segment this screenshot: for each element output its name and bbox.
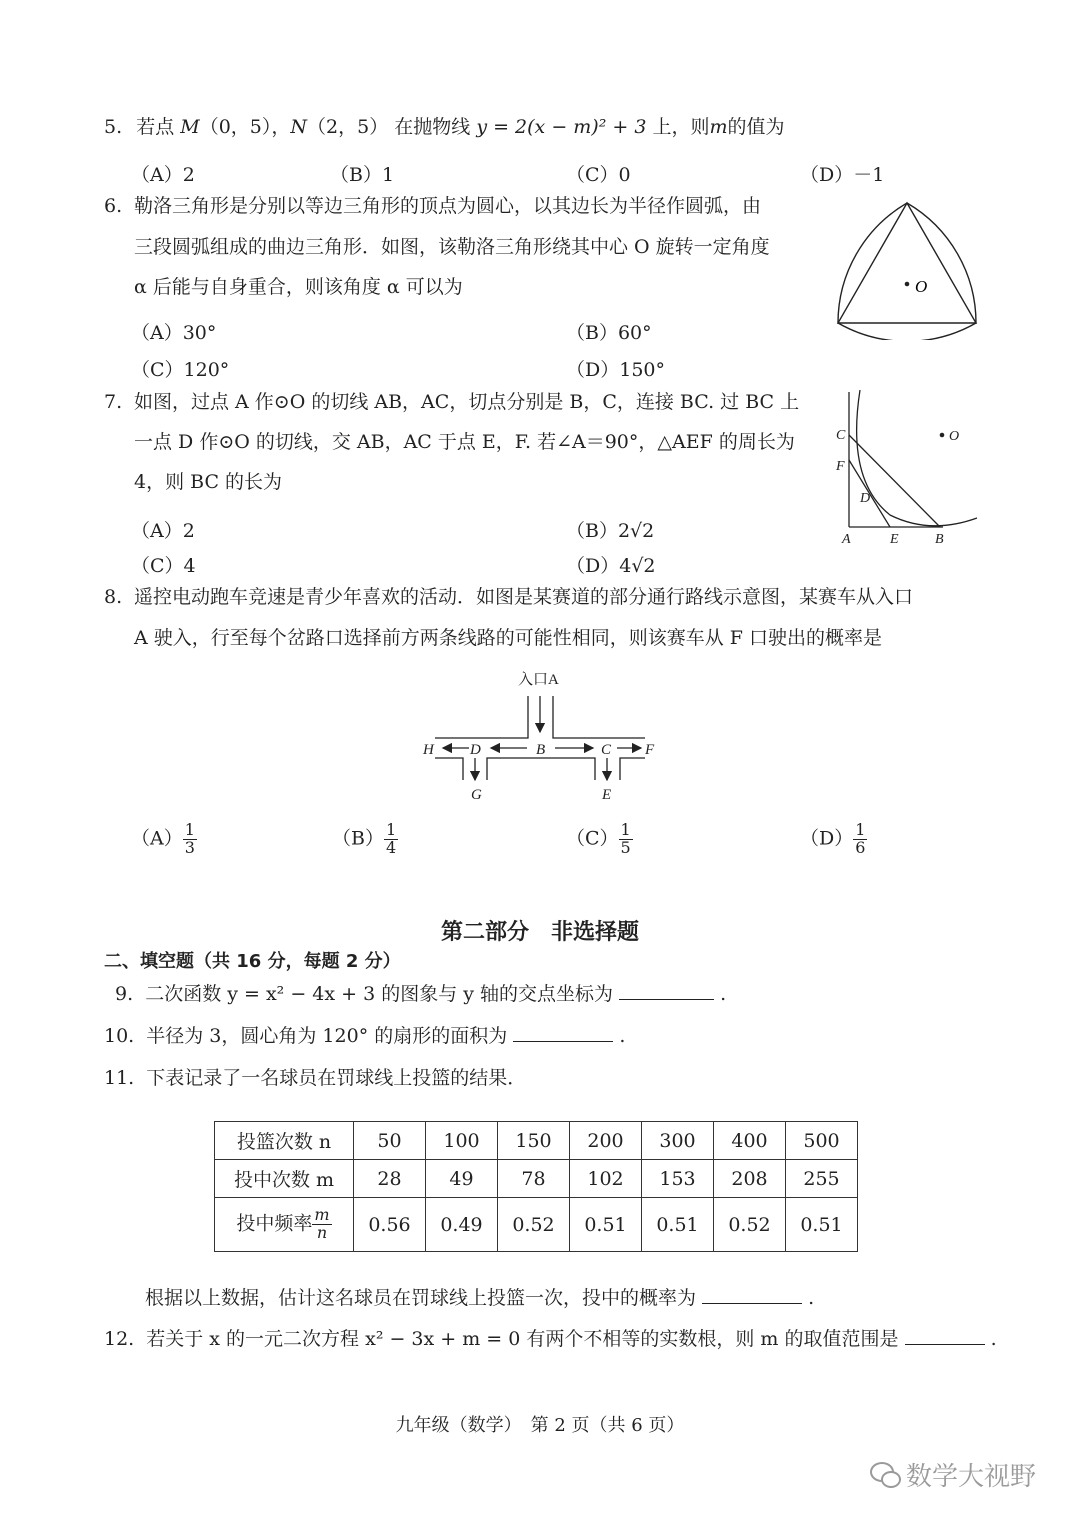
q5-option-b[interactable]: （B）1 (330, 164, 395, 186)
page-footer: 九年级（数学） 第 2 页（共 6 页） (395, 1415, 685, 1436)
q8-option-b-label: （B） (332, 827, 384, 850)
q6-option-c[interactable]: （C）120° (131, 359, 230, 381)
reuleaux-triangle-figure (830, 195, 990, 340)
q10-text: 半径为 3，圆心角为 120° 的扇形的面积为 (146, 1025, 508, 1047)
wechat-icon (870, 1462, 900, 1488)
q8-option-c[interactable] (566, 822, 633, 857)
q5-point-n: N (290, 116, 308, 138)
race-track-diagram (415, 668, 665, 808)
fraction: $\frac{1}{3}$ (184, 820, 195, 857)
table-row-label: 投中次数 m (215, 1160, 354, 1198)
fraction-m-over-n: $\frac{m}{n}$ (314, 1205, 330, 1242)
q5-stem (104, 118, 785, 137)
label-g: G (471, 787, 482, 803)
q12-text: 若关于 x 的一元二次方程 x² − 3x + m = 0 有两个不相等的实数根，则 m 的取值范围是 (146, 1328, 899, 1350)
table-cell: 28 (354, 1160, 426, 1198)
q7-option-a[interactable]: （A）2 (131, 520, 195, 542)
q10-row (104, 1027, 625, 1046)
table-cell: 49 (426, 1160, 498, 1198)
table-header-cell: 200 (570, 1122, 642, 1160)
fraction: $\frac{1}{4}$ (385, 820, 397, 857)
q8-number: 8. (104, 586, 123, 608)
q10-number: 10. (104, 1025, 135, 1047)
q11-number: 11. (104, 1067, 135, 1089)
center-point-o (905, 282, 910, 287)
q11-text: 下表记录了一名球员在罚球线上投篮的结果． (146, 1067, 527, 1089)
q12-number: 12. (104, 1328, 135, 1350)
label-b: B (536, 742, 546, 758)
q9-row (115, 985, 726, 1004)
q5-point-m: M (180, 116, 200, 138)
table-row-frequency (215, 1198, 858, 1252)
q12-end: . (990, 1328, 997, 1350)
q5-equation: y = 2(x − m)² + 3 (476, 116, 647, 138)
label-b: B (935, 532, 944, 547)
q8-line-1: 遥控电动跑车竞速是青少年喜欢的活动．如图是某赛道的部分通行路线示意图，某赛车从入口 (134, 586, 914, 608)
q5-m-coords: （0，5）， (199, 116, 291, 138)
q9-end: . (720, 983, 727, 1005)
q5-number: 5. (104, 116, 123, 138)
q7-option-d[interactable]: （D）4√2 (566, 555, 656, 577)
table-cell: 0.49 (426, 1198, 498, 1252)
table-cell: 208 (714, 1160, 786, 1198)
q6-option-b[interactable]: （B）60° (566, 322, 652, 344)
table-cell: 0.56 (354, 1198, 426, 1252)
table-header-cell: 150 (498, 1122, 570, 1160)
q7-line-2: 一点 D 作⊙O 的切线，交 AB，AC 于点 E，F. 若∠A＝90°，△AEF 的周长为 (134, 431, 795, 453)
track-lower-wall (435, 758, 645, 780)
label-o: O (915, 277, 928, 296)
reuleaux-outline (838, 203, 976, 340)
q10-answer-blank[interactable] (513, 1041, 613, 1042)
q11-row (104, 1069, 526, 1088)
q6-line-2: 三段圆弧组成的曲边三角形．如图，该勒洛三角形绕其中心 O 旋转一定角度 (134, 236, 770, 258)
q9-answer-blank[interactable] (619, 999, 714, 1000)
q5-n-coords: （2，5） (307, 116, 389, 138)
label-o: O (949, 429, 960, 444)
q7-line-1: 如图，过点 A 作⊙O 的切线 AB，AC，切点分别是 B，C，连接 BC. 过 BC 上 (134, 391, 800, 413)
inner-equilateral-triangle (838, 203, 976, 323)
label-e: E (890, 532, 899, 547)
table-header-cell: 400 (714, 1122, 786, 1160)
table-header-cell: 500 (786, 1122, 858, 1160)
frequency-label: 投中频率 (236, 1212, 313, 1235)
label-c: C (836, 428, 846, 443)
table-cell: 0.51 (786, 1198, 858, 1252)
q5-text-b: 在抛物线 (394, 116, 471, 138)
watermark (870, 1456, 1036, 1493)
q11-answer-blank[interactable] (702, 1303, 802, 1304)
q5-text-c: 上，则 (652, 116, 710, 138)
shooting-results-table (214, 1121, 858, 1252)
q9-number: 9. (115, 983, 134, 1005)
q7-line-3: 4，则 BC 的长为 (134, 471, 283, 493)
q5-var-m: m (709, 116, 728, 138)
label-h: H (423, 742, 434, 758)
label-a: A (842, 532, 851, 547)
line-bc (849, 435, 940, 527)
fraction: $\frac{1}{5}$ (620, 820, 631, 857)
q12-row (104, 1330, 997, 1349)
table-cell: 153 (642, 1160, 714, 1198)
q11-follow-row (145, 1289, 814, 1308)
table-row-attempts (215, 1122, 858, 1160)
q7-option-c[interactable]: （C）4 (131, 555, 196, 577)
tangent-circle-figure (830, 390, 990, 550)
label-e: E (602, 787, 612, 803)
q7-number: 7. (104, 391, 123, 413)
q5-option-a[interactable]: （A）2 (131, 164, 195, 186)
table-row-hits (215, 1160, 858, 1198)
q5-text-d: 的值为 (727, 116, 785, 138)
label-entrance-a: 入口A (518, 672, 559, 688)
q6-line-3: α 后能与自身重合，则该角度 α 可以为 (134, 276, 463, 298)
q11-end: . (808, 1287, 815, 1309)
q6-line-1: 勒洛三角形是分别以等边三角形的顶点为圆心，以其边长为半径作圆弧，由 (134, 195, 762, 217)
part2-title: 第二部分 非选择题 (440, 920, 639, 945)
track-upper-left-wall (435, 696, 528, 738)
track-upper-right-wall (553, 696, 645, 738)
label-c: C (601, 742, 612, 758)
section-heading: 二、填空题（共 16 分，每题 2 分） (104, 951, 401, 972)
label-d: D (860, 491, 871, 506)
center-point-o (940, 433, 945, 438)
label-d: D (470, 742, 481, 758)
q5-option-c[interactable]: （C）0 (566, 164, 631, 186)
table-header-cell: 投篮次数 n (215, 1122, 354, 1160)
q8-line-2: A 驶入，行至每个岔路口选择前方两条线路的可能性相同，则该赛车从 F 口驶出的概率是 (134, 627, 883, 649)
table-header-cell: 50 (354, 1122, 426, 1160)
fraction: $\frac{1}{6}$ (855, 820, 866, 857)
table-header-cell: 300 (642, 1122, 714, 1160)
table-cell: 0.51 (570, 1198, 642, 1252)
q9-text: 二次函数 y = x² − 4x + 3 的图象与 y 轴的交点坐标为 (145, 983, 614, 1005)
table-row-label (215, 1198, 354, 1252)
table-header-cell: 100 (426, 1122, 498, 1160)
label-f: F (645, 742, 655, 758)
q7-option-b[interactable]: （B）2√2 (566, 520, 655, 542)
q8-option-a[interactable] (131, 822, 197, 857)
q8-option-b[interactable] (332, 822, 398, 857)
q8-option-a-label: （A） (131, 827, 183, 850)
q8-option-c-label: （C） (566, 827, 619, 850)
table-cell: 0.52 (714, 1198, 786, 1252)
q11-follow-text: 根据以上数据，估计这名球员在罚球线上投篮一次，投中的概率为 (145, 1287, 697, 1309)
table-cell: 255 (786, 1160, 858, 1198)
table-cell: 0.51 (642, 1198, 714, 1252)
q8-option-d[interactable] (800, 822, 867, 857)
q12-answer-blank[interactable] (905, 1344, 985, 1345)
table-cell: 0.52 (498, 1198, 570, 1252)
q8-option-d-label: （D） (800, 827, 854, 850)
watermark-text: 数学大视野 (906, 1462, 1037, 1492)
q6-option-d[interactable]: （D）150° (566, 359, 665, 381)
label-f: F (836, 459, 845, 474)
table-cell: 78 (498, 1160, 570, 1198)
q6-option-a[interactable]: （A）30° (131, 322, 217, 344)
q5-text-a: 若点 (136, 116, 175, 138)
table-cell: 102 (570, 1160, 642, 1198)
q6-number: 6. (104, 195, 123, 217)
circle-arc (857, 390, 977, 526)
q5-option-d[interactable]: （D）－1 (800, 164, 885, 186)
q10-end: . (619, 1025, 626, 1047)
